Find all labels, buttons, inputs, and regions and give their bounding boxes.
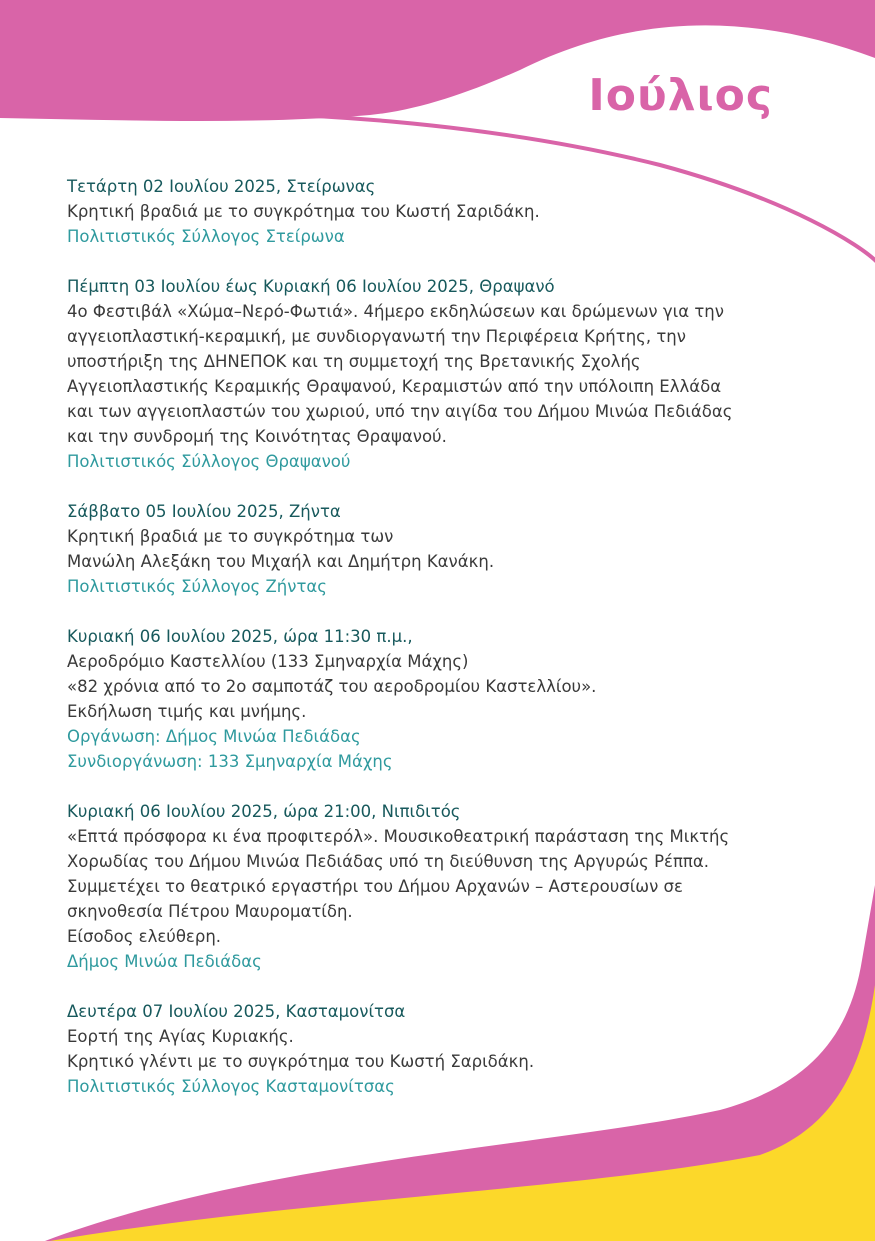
event-description-line: Συμμετέχει το θεατρικό εργαστήρι του Δήμου Αρχανών – Αστερουσίων σε bbox=[67, 877, 683, 896]
event-heading: Δευτέρα 07 Ιουλίου 2025, Κασταμονίτσα bbox=[67, 1002, 406, 1021]
event-heading: Κυριακή 06 Ιουλίου 2025, ώρα 11:30 π.μ., bbox=[67, 627, 413, 646]
month-title: Ιούλιος bbox=[588, 70, 773, 121]
event-entry bbox=[67, 999, 827, 1099]
event-description-line: Χορωδίας του Δήμου Μινώα Πεδιάδας υπό τη διεύθυνση της Αργυρώς Ρέππα. bbox=[67, 852, 709, 871]
event-entry bbox=[67, 174, 827, 249]
event-description-line: Κρητική βραδιά με το συγκρότημα του Κωστή Σαριδάκη. bbox=[67, 202, 540, 221]
event-description-line: «82 χρόνια από το 2ο σαμποτάζ του αεροδρομίου Καστελλίου». bbox=[67, 677, 597, 696]
event-organizer: Πολιτιστικός Σύλλογος Θραψανού bbox=[67, 452, 351, 471]
event-description-line: «Επτά πρόσφορα κι ένα προφιτερόλ». Μουσικοθεατρική παράσταση της Μικτής bbox=[67, 827, 730, 846]
event-description-line: Αγγειοπλαστικής Κεραμικής Θραψανού, Κεραμιστών από την υπόλοιπη Ελλάδα bbox=[67, 377, 722, 396]
event-entry bbox=[67, 799, 827, 974]
event-description-line: 4ο Φεστιβάλ «Χώμα–Νερό-Φωτιά». 4ήμερο εκδηλώσεων και δρώμενων για την bbox=[67, 302, 724, 321]
event-description-line: Κρητική βραδιά με το συγκρότημα των bbox=[67, 527, 394, 546]
event-description-line: και των αγγειοπλαστών του χωριού, υπό την αιγίδα του Δήμου Μινώα Πεδιάδας bbox=[67, 402, 733, 421]
event-organizer: Πολιτιστικός Σύλλογος Στείρωνα bbox=[67, 227, 345, 246]
event-description-line: και την συνδρομή της Κοινότητας Θραψανού. bbox=[67, 427, 447, 446]
event-description-line: σκηνοθεσία Πέτρου Μαυροματίδη. bbox=[67, 902, 353, 921]
event-description-line: Εκδήλωση τιμής και μνήμης. bbox=[67, 702, 307, 721]
event-entry bbox=[67, 499, 827, 599]
event-organizer: Πολιτιστικός Σύλλογος Ζήντας bbox=[67, 577, 327, 596]
event-heading: Πέμπτη 03 Ιουλίου έως Κυριακή 06 Ιουλίου 2025, Θραψανό bbox=[67, 277, 555, 296]
event-description-line: Αεροδρόμιο Καστελλίου (133 Σμηναρχία Μάχης) bbox=[67, 652, 469, 671]
event-heading: Τετάρτη 02 Ιουλίου 2025, Στείρωνας bbox=[67, 177, 376, 196]
event-entry bbox=[67, 624, 827, 774]
event-description-line: Είσοδος ελεύθερη. bbox=[67, 927, 222, 946]
event-organizer: Συνδιοργάνωση: 133 Σμηναρχία Μάχης bbox=[67, 752, 393, 771]
event-heading: Κυριακή 06 Ιουλίου 2025, ώρα 21:00, Νιπιδιτός bbox=[67, 802, 461, 821]
event-description-line: υποστήριξη της ΔΗΝΕΠΟΚ και τη συμμετοχή της Βρετανικής Σχολής bbox=[67, 352, 641, 371]
event-description-line: Μανώλη Αλεξάκη του Μιχαήλ και Δημήτρη Κανάκη. bbox=[67, 552, 495, 571]
event-description-line: αγγειοπλαστική-κεραμική, με συνδιοργανωτή την Περιφέρεια Κρήτης, την bbox=[67, 327, 686, 346]
event-organizer: Οργάνωση: Δήμος Μινώα Πεδιάδας bbox=[67, 727, 361, 746]
event-organizer: Δήμος Μινώα Πεδιάδας bbox=[67, 952, 262, 971]
event-entry bbox=[67, 274, 827, 474]
event-organizer: Πολιτιστικός Σύλλογος Κασταμονίτσας bbox=[67, 1077, 395, 1096]
event-heading: Σάββατο 05 Ιουλίου 2025, Ζήντα bbox=[67, 502, 341, 521]
events-list bbox=[67, 174, 827, 1124]
event-description-line: Εορτή της Αγίας Κυριακής. bbox=[67, 1027, 294, 1046]
event-description-line: Κρητικό γλέντι με το συγκρότημα του Κωστή Σαριδάκη. bbox=[67, 1052, 535, 1071]
